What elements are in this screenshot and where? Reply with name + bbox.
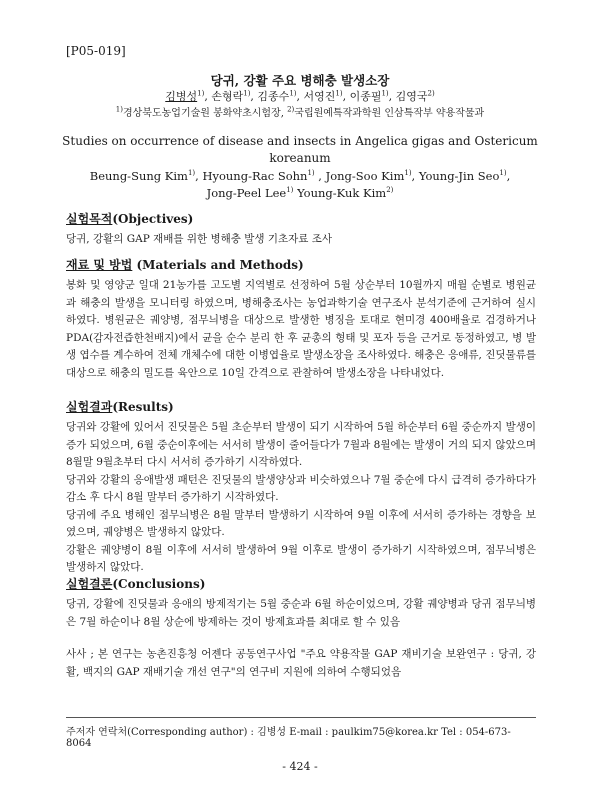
footnote-divider xyxy=(66,717,536,718)
methods-text: 봉화 및 영양군 일대 21농가를 고도별 지역별로 선정하여 5월 상순부터 10월까지 매월 순별로 병원균과 해충의 발생을 모니터링 하였으며, 병해충조사는 농업과학기술 연구조사 분석기준에 근거하여 실시하였다. 병원균은 궤양병, 점무늬병을 대상으로 발생한 병징을 토대로 현미경 400배율로 검경하거나 PDA(감자전즙한천배지)에서 균을 순수 분리 한 후 균총의 형태 및 포자 등을 근거로 동정하였고, 병 발생 엽수를 계수하여 전체 개체수에 대한 이병엽율로 발생소장을 조사하였다. 해충은 응애류, 진딧물류를 대상으로 해충의 밀도를 육안으로 10일 간격으로 관찰하여 발생소장을 나타내었다. xyxy=(66,279,536,379)
paragraph: 당귀와 강활에 있어서 진딧물은 5월 초순부터 발생이 되기 시작하여 5월 하순부터 6월 중순까지 발생이 증가 되었으며, 6월 중순이후에는 서서히 발생이 줄어들다가 7월과 8월에는 발생이 거의 되지 않았으며 8월말 9월초부터 다시 서서히 증가하기 시작하였다. xyxy=(66,421,536,468)
korean-title: 당귀, 강활 주요 병해충 발생소장 xyxy=(210,73,390,88)
poster-code: [P05-019] xyxy=(66,44,126,58)
affiliation: $^{1)}$경상북도농업기술원 봉화약초시험장, $^{2)}$국립원예특작과학원 인삼특작부 약용작물과 xyxy=(115,105,485,119)
page-number: - 424 - xyxy=(282,760,318,773)
section-heading: 실험목적(Objectives) xyxy=(66,212,194,226)
corresponding-author-footnote: 주저자 연락처(Corresponding author) : 김병성 E-mail : paulkim75@korea.kr Tel : 054-673-8064 xyxy=(66,727,511,749)
author-name: 손형락 xyxy=(211,90,244,103)
english-title: Studies on occurrence of disease and insects in Angelica gigas and Ostericum koreanum xyxy=(62,134,538,165)
section-heading: 재료 및 방법 (Materials and Methods) xyxy=(66,258,304,272)
objectives-section xyxy=(66,210,536,249)
author-name: 김종수 xyxy=(257,90,290,103)
objectives-text: 당귀, 강활의 GAP 재배를 위한 병해충 발생 기초자료 조사 xyxy=(66,233,333,245)
english-author-list: Beung-Sung Kim$^{1)}$, Hyoung-Rac Sohn$^{1)}$ , Jong-Soo Kim$^{1)}$, Young-Jin Seo$^{1)}$, Jong-Peel Lee$^{1)}$ Young-Kuk Kim$^{2)}$ xyxy=(89,169,511,200)
paragraph: 강활은 궤양병이 8월 이후에 서서히 발생하여 9월 이후로 발생이 증가하기 시작하였으며, 점무늬병은 발생하지 않았다. xyxy=(66,543,536,573)
methods-section xyxy=(66,256,536,382)
acknowledgment-section xyxy=(66,646,536,681)
results-section xyxy=(66,398,536,577)
results-text xyxy=(66,419,536,577)
author-name: 김영국 xyxy=(395,90,428,103)
conclusions-text: 당귀, 강활에 진딧물과 응애의 방제적기는 5월 중순과 6월 하순이었으며, 강활 궤양병과 당귀 점무늬병은 7월 하순이나 8월 상순에 방제하는 것이 방제효과를 최대로 할 수 있음 xyxy=(66,598,536,628)
section-heading: 실험결과(Results) xyxy=(66,400,174,414)
paragraph: 당귀에 주요 병해인 점무늬병은 8월 말부터 발생하기 시작하여 9월 이후에 서서히 증가하는 경향을 보였으며, 궤양병은 발생하지 않았다. xyxy=(66,508,536,538)
author-name: 이종필 xyxy=(349,90,382,103)
conclusions-section xyxy=(66,575,536,631)
acknowledgment-text: 사사 ; 본 연구는 농촌진흥청 어젠다 공동연구사업 "주요 약용작물 GAP 재비기술 보완연구 : 당귀, 강활, 백지의 GAP 재배기술 개선 연구"의 연구비 지원에 의하여 수행되었음 xyxy=(66,648,536,678)
korean-author-list: 김병성$^{1)}$, 손형락$^{1)}$, 김종수$^{1)}$, 서영진$^{1)}$, 이종필$^{1)}$, 김영국$^{2)}$ xyxy=(165,89,435,103)
author-name: 김병성 xyxy=(165,90,198,103)
section-heading: 실험결론(Conclusions) xyxy=(66,577,206,591)
author-name: 서영진 xyxy=(303,90,336,103)
paragraph: 당귀와 강활의 응애발생 패턴은 진딧물의 발생양상과 비슷하였으나 7월 중순에 다시 급격히 증가하다가 감소 후 다시 8월 말부터 증가하기 시작하였다. xyxy=(66,473,536,503)
